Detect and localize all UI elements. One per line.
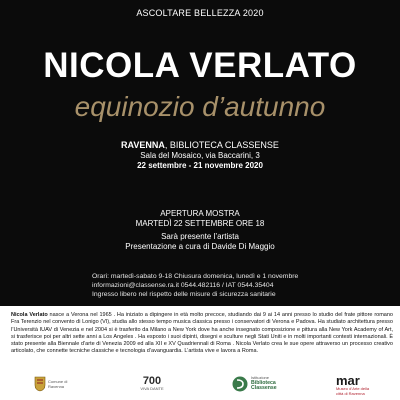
- seven-hundred-number: 700: [142, 375, 162, 387]
- venue-city: RAVENNA: [121, 140, 165, 150]
- mar-word: mar: [336, 373, 360, 388]
- contact-line: informazioni@classense.ra.it 0544.482116 / IAT 0544.35404: [92, 282, 274, 289]
- info-block: [92, 272, 332, 299]
- admission-line: Ingresso libero nel rispetto delle misure di sicurezza sanitarie: [92, 291, 276, 298]
- artist-presence: Sarà presente l’artista: [161, 232, 239, 241]
- classense-mark-icon: [232, 376, 248, 392]
- exhibition-dates: 22 settembre - 21 novembre 2020: [137, 161, 263, 170]
- bio-text: nasce a Verona nel 1965 . Ha iniziato a dipingere in età molto precoce, studiando dai 9 ai 14 anni presso lo studio del frate pittore romano Fra Terenzio nel convento di Lonigo (VI), studia allo stesso tempo musica classica presso i conservatori di Verona e Padova. Ha studiato architettura presso l’Università IUAV di Venezia e nel 2004 si è trasferito da Milano a New York dove ha anche insegnato composizione e pittura alla New York Academy of Art, si trasferisce poi per altri sette anni a Los Angeles . Ha esposto i suoi dipinti, disegni e sculture negli Stati Uniti e in molti importanti contesti internazionali. È stato presente alla Biennale d’arte di Venezia 2009 ed alla XII e XV Quadriennali di Roma . Nicola Verlato crea le sue opere attraverso un processo creativo articolato, che connette tecniche classiche e tecnologia d’avanguardia. L’artista vive e lavora a Roma.: [11, 312, 393, 355]
- curator-line: Presentazione a cura di Davide Di Maggio: [125, 242, 275, 251]
- comune-ravenna-logo: [34, 376, 68, 397]
- venue-institution: , BIBLIOTECA CLASSENSE: [164, 140, 279, 150]
- crest-icon: [34, 376, 46, 392]
- artist-bio: [11, 312, 393, 356]
- logo-strip: [0, 372, 400, 400]
- bio-name: Nicola Verlato: [11, 312, 48, 318]
- seven-hundred-logo: [139, 375, 165, 392]
- exhibition-title: equinozio d’autunno: [74, 91, 326, 122]
- venue-room: Sala del Mosaico, via Baccarini, 3: [140, 151, 260, 160]
- classense-logo: [232, 375, 277, 397]
- mar-sub: Museo d’Arte della città di Ravenna: [336, 386, 370, 396]
- classense-name: Biblioteca Classense: [251, 379, 277, 392]
- artist-name: NICOLA VERLATO: [43, 46, 357, 85]
- venue-city-line: [0, 140, 400, 151]
- opening-datetime: MARTEDÌ 22 SETTEMBRE ORE 18: [135, 219, 265, 228]
- seven-hundred-sub: VIVA DANTE: [140, 386, 164, 391]
- mar-logo: [336, 374, 372, 396]
- series-title: ASCOLTARE BELLEZZA 2020: [136, 8, 264, 18]
- classense-text: [251, 376, 287, 392]
- opening-hours: Orari: martedì-sabato 9-18 Chiusura domenica, lunedì e 1 novembre: [92, 273, 299, 280]
- classense-pre: Istituzione: [251, 375, 270, 380]
- opening-title: APERTURA MOSTRA: [160, 209, 240, 218]
- comune-logo-text: Comune di Ravenna: [48, 379, 68, 389]
